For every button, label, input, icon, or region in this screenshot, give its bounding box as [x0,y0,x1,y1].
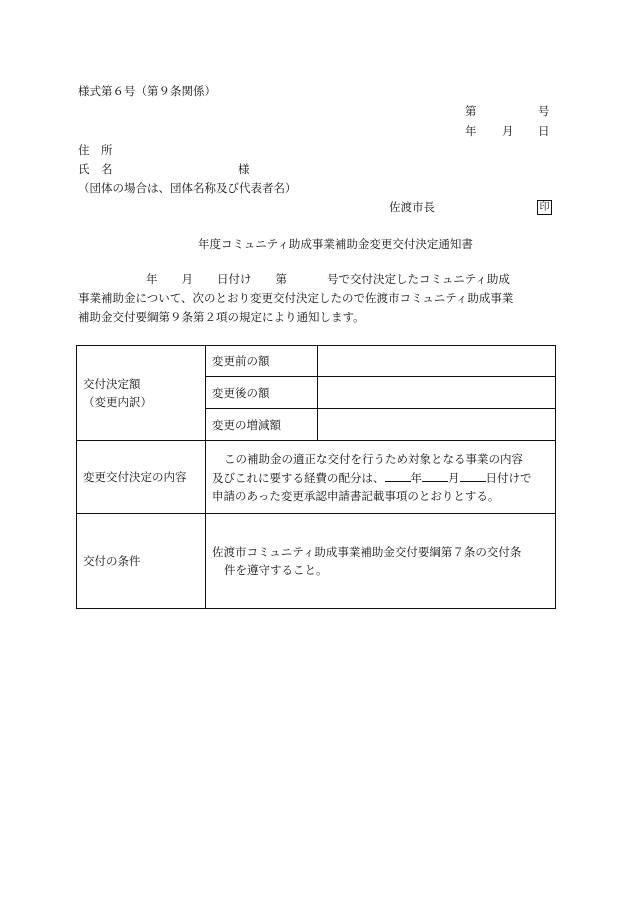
table-row [77,346,556,377]
amount-label: 交付決定額 [83,377,141,391]
content-line-2: 及びこれに要する経費の配分は、 年 月 日付けで [212,468,549,487]
before-amount-value [318,346,556,377]
address-label: 住 所 [78,143,113,157]
amount-label-sub: （変更内訳） [83,395,152,409]
body-no: 第 [275,272,287,286]
number-suffix: 号 [538,104,550,118]
amount-label-cell [77,346,206,441]
content-line-1: この補助金の適正な交付を行うため対象となる事業の内容 [224,451,523,466]
year-blank [385,468,411,482]
body-line-2: 事業補助金について、次のとおり変更交付決定したので佐渡市コミュニティ助成事業 [78,291,514,305]
content-line-3: 申請のあった変更承認申請書記載事項のとおりとする。 [212,488,500,503]
body-line-1-rest: 号で交付決定したコミュニティ助成 [327,272,510,286]
body-line-1 [78,270,556,289]
diff-amount-label: 変更の増減額 [206,409,318,441]
before-amount-label: 変更前の額 [206,346,318,377]
seal-mark [533,199,552,215]
content-cell [206,441,556,514]
month-blank [422,468,448,482]
number-prefix: 第 [465,104,477,118]
date-month: 月 [502,124,514,138]
date-year: 年 [465,124,477,138]
body-paragraph [78,270,556,327]
condition-line-2: 件を遵守すること。 [224,563,328,577]
document-title: 年度コミュニティ助成事業補助金変更交付決定通知書 [198,237,473,251]
date-day: 日 [538,124,550,138]
table-row [77,514,556,609]
condition-cell [206,514,556,609]
after-amount-label: 変更後の額 [206,377,318,409]
content-label: 変更交付決定の内容 [77,441,206,514]
diff-amount-value [318,409,556,441]
after-amount-value [318,377,556,409]
table-row [77,441,556,514]
org-note: （団体の場合は、団体名称及び代表者名） [78,181,297,195]
day-blank [460,468,486,482]
condition-label: 交付の条件 [77,514,206,609]
form-number: 様式第６号（第９条関係） [78,84,216,98]
honorific: 様 [238,162,250,176]
body-line-3: 補助金交付要綱第９条第２項の規定により通知します。 [78,310,365,324]
body-day: 日付け [217,272,252,286]
decision-table [76,345,556,609]
name-label: 氏 名 [78,162,113,176]
body-year: 年 [146,272,158,286]
seal-icon: 印 [537,200,552,215]
condition-line-1: 佐渡市コミュニティ助成事業補助金交付要綱第７条の交付条 [212,545,522,559]
body-month: 月 [181,272,193,286]
issuer: 佐渡市長 [389,200,435,214]
